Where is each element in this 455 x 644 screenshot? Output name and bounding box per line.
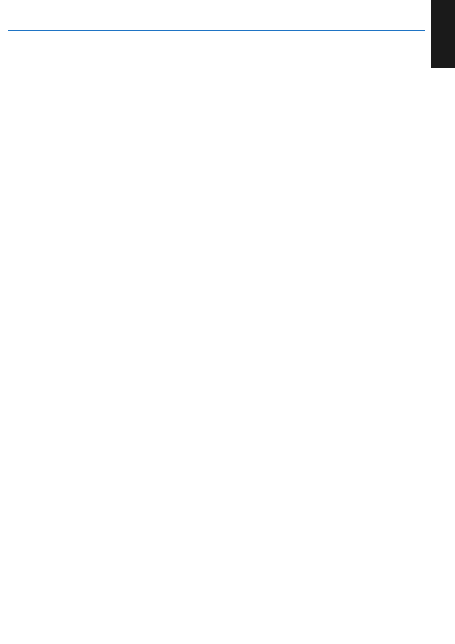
index-label-tab [431, 0, 455, 68]
gojuon-tab-bar [431, 0, 455, 644]
header-rule [8, 30, 425, 31]
